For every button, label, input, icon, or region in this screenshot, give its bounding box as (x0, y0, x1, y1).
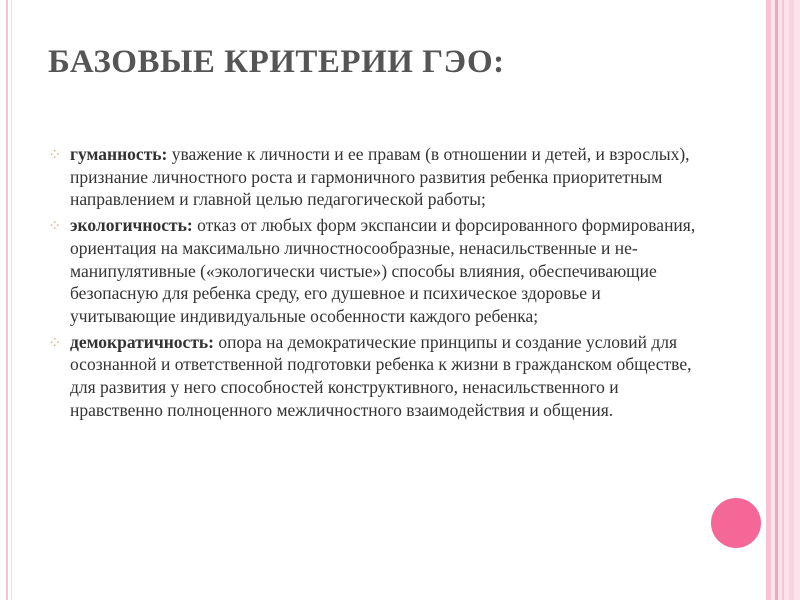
list-item-ecology (48, 214, 698, 328)
list-item-democracy (48, 331, 698, 422)
right-decorative-stripe (766, 0, 771, 600)
bullet-icon: ⁘ (48, 332, 62, 352)
decorative-circle (711, 498, 761, 548)
criterion-term: экологичность: (70, 215, 193, 236)
slide-title: БАЗОВЫЕ КРИТЕРИИ ГЭО: (48, 44, 505, 80)
list-item-humanity (48, 143, 698, 211)
right-decorative-stripe (775, 0, 778, 600)
left-decorative-stripe-thin (11, 0, 12, 600)
right-decorative-stripe (782, 0, 784, 600)
bullet-icon: ⁘ (48, 216, 62, 236)
criterion-term: демократичность: (70, 331, 214, 352)
right-decorative-stripe (789, 0, 794, 600)
criterion-description: отказ от любых форм экспансии и форсированного формирования, ориентация на максимально личностносообразные, ненасильственные и не-манипулятивные («экологически чистые») способы влияния, обеспечивающие безопасную для ребенка среду, его душевное и психическое здоровье и учитывающие индивидуальные особенности каждого ребенка; (70, 215, 696, 326)
bullet-icon: ⁘ (48, 145, 62, 164)
bullet-list (48, 143, 698, 424)
criterion-term: гуманность: (70, 144, 168, 164)
criterion-description: уважение к личности и ее правам (в отношении и детей, и взрослых), признание личностного роста и гармоничного развития ребенка приоритетным направлением и главной целью педагогической работы; (70, 144, 690, 210)
left-decorative-stripe (6, 0, 8, 600)
criterion-description: опора на демократические принципы и создание условий для осознанной и ответственной подготовки ребенка к жизни в гражданском обществе, для развития у него способностей конструктивного, ненасильственного и нравственно полноценного межличностного взаимодействия и общения. (70, 331, 692, 420)
